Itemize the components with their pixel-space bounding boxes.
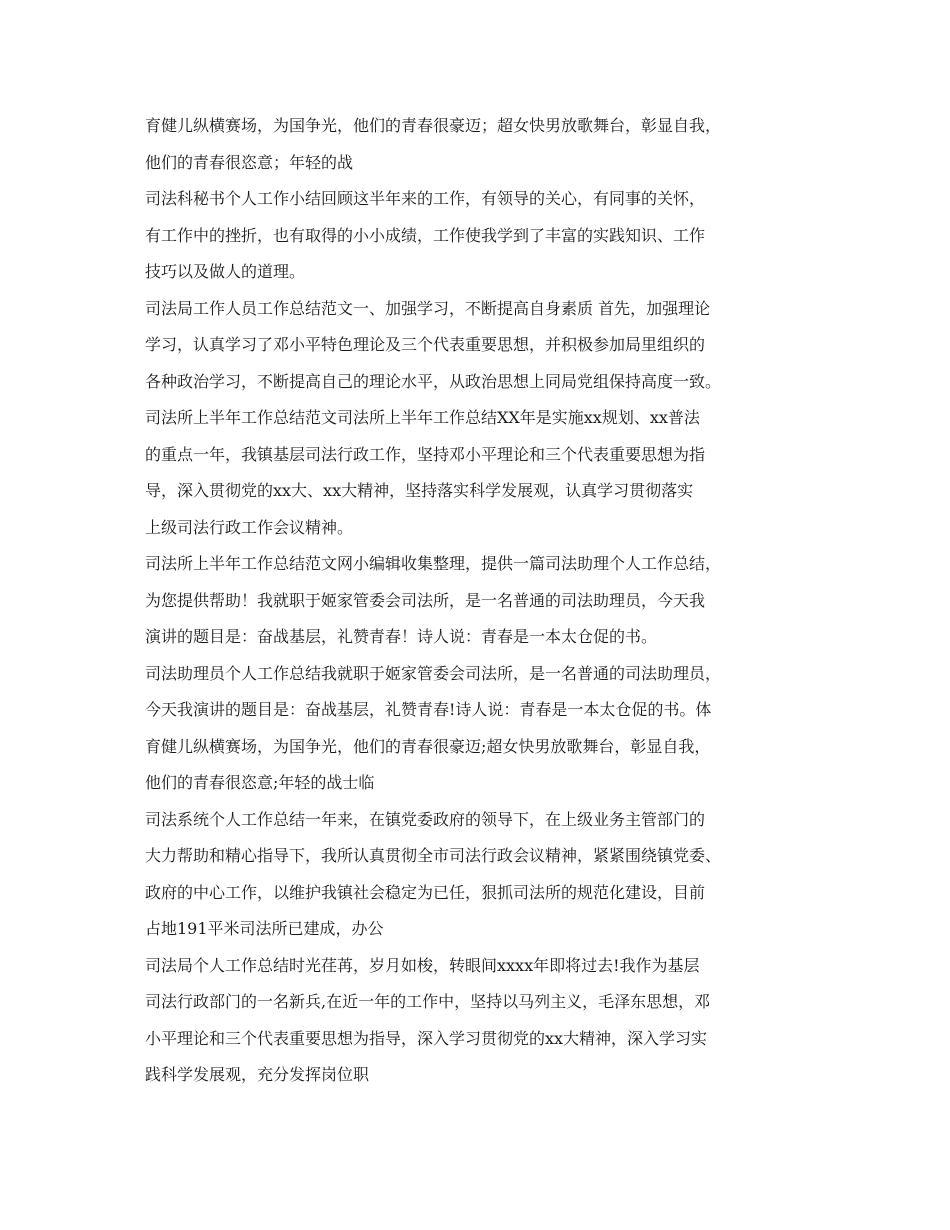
text-line: 司法系统个人工作总结一年来，在镇党委政府的领导下，在上级业务主管部门的 (145, 809, 706, 829)
text-line: 司法助理员个人工作总结我就职于姬家管委会司法所，是一名普通的司法助理员， (145, 663, 722, 683)
text-line: 为您提供帮助！我就职于姬家管委会司法所，是一名普通的司法助理员，今天我 (145, 590, 706, 610)
text-line: 各种政治学习，不断提高自己的理论水平，从政治思想上同局党组保持高度一致。 (145, 371, 722, 391)
text-line: 占地191平米司法所已建成，办公 (145, 919, 384, 938)
text-line: 司法科秘书个人工作小结回顾这半年来的工作，有领导的关心，有同事的关怀， (145, 189, 706, 208)
text-line: 导，深入贯彻党的xx大、xx大精神，坚持落实科学发展观，认真学习贯彻落实 (145, 481, 694, 500)
text-line: 司法所上半年工作总结范文司法所上半年工作总结XX年是实施xx规划、xx普法 (145, 408, 700, 427)
text-line: 大力帮助和精心指导下，我所认真贯彻全市司法行政会议精神，紧紧围绕镇党委、 (145, 846, 722, 865)
text-line: 的重点一年，我镇基层司法行政工作，坚持邓小平理论和三个代表重要思想为指 (145, 444, 706, 464)
text-line: 有工作中的挫折，也有取得的小小成绩，工作使我学到了丰富的实践知识、工作 (145, 225, 706, 245)
text-line: 他们的青春很恣意;年轻的战士临 (145, 773, 375, 792)
text-line: 育健儿纵横赛场，为国争光，他们的青春很豪迈;超女快男放歌舞台，彰显自我， (145, 736, 711, 756)
text-line: 司法局工作人员工作总结范文一、加强学习，不断提高自身素质 首先，加强理论 (145, 298, 711, 318)
text-line: 上级司法行政工作会议精神。 (145, 517, 354, 537)
text-line: 司法行政部门的一名新兵,在近一年的工作中，坚持以马列主义，毛泽东思想，邓 (145, 992, 711, 1011)
text-line: 小平理论和三个代表重要思想为指导，深入学习贯彻党的xx大精神，深入学习实 (145, 1028, 708, 1048)
text-line: 践科学发展观，充分发挥岗位职 (145, 1065, 370, 1084)
text-line: 今天我演讲的题目是：奋战基层，礼赞青春!诗人说：青春是一本太仓促的书。体 (145, 700, 712, 719)
text-line: 学习，认真学习了邓小平特色理论及三个代表重要思想，并积极参加局里组织的 (145, 335, 706, 354)
body-text (145, 108, 807, 1094)
text-line: 技巧以及做人的道理。 (145, 262, 306, 281)
text-line: 育健儿纵横赛场，为国争光，他们的青春很豪迈；超女快男放歌舞台，彰显自我， (145, 116, 722, 135)
text-line: 政府的中心工作，以维护我镇社会稳定为已任，狠抓司法所的规范化建设，目前 (145, 882, 706, 902)
text-line: 司法所上半年工作总结范文网小编辑收集整理，提供一篇司法助理个人工作总结， (145, 554, 722, 573)
text-line: 司法局个人工作总结时光荏苒，岁月如梭，转眼间xxxx年即将过去!我作为基层 (145, 955, 700, 975)
text-line: 演讲的题目是：奋战基层，礼赞青春！诗人说：青春是一本太仓促的书。 (145, 627, 658, 646)
text-line: 他们的青春很恣意；年轻的战 (145, 152, 354, 172)
